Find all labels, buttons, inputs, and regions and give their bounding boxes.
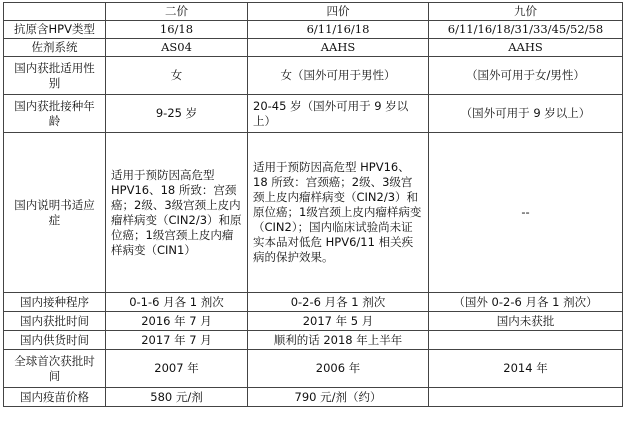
row-label: 抗原含HPV类型: [4, 21, 106, 39]
row-label: 国内接种程序: [4, 293, 106, 312]
cell-quadrivalent: 适用于预防因高危型 HPV16、18 所致：宫颈癌；2级、3级宫颈上皮内瘤样病变（CIN2/3）和原位癌；1级宫颈上皮内瘤样病变（CIN2）；国内临床试验尚未证实本品对低危 HPV6/11 相关疾病的保护效果。: [248, 133, 429, 293]
cell-bivalent: 2007 年: [106, 350, 248, 388]
row-label: 全球首次获批时间: [4, 350, 106, 388]
row-label: 佐剂系统: [4, 39, 106, 57]
row-hpv-types: [4, 21, 623, 39]
cell-nonavalent: AAHS: [429, 39, 623, 57]
cell-nonavalent: （国外 0-2-6 月各 1 剂次）: [429, 293, 623, 312]
cell-nonavalent: 2014 年: [429, 350, 623, 388]
cell-quadrivalent: 2006 年: [248, 350, 429, 388]
row-supply: [4, 331, 623, 350]
cell-nonavalent: （国外可用于 9 岁以上）: [429, 95, 623, 133]
cell-quadrivalent: 6/11/16/18: [248, 21, 429, 39]
header-row: [4, 3, 623, 21]
cell-bivalent: 2016 年 7 月: [106, 312, 248, 331]
header-bivalent: 二价: [106, 3, 248, 21]
corner-cell: [4, 3, 106, 21]
row-sex: [4, 57, 623, 95]
row-price: [4, 388, 623, 407]
row-label: 国内说明书适应症: [4, 133, 106, 293]
cell-quadrivalent: 女（国外可用于男性）: [248, 57, 429, 95]
row-schedule: [4, 293, 623, 312]
cell-bivalent: 2017 年 7 月: [106, 331, 248, 350]
cell-quadrivalent: 2017 年 5 月: [248, 312, 429, 331]
cell-nonavalent: [429, 388, 623, 407]
row-indication: [4, 133, 623, 293]
header-nonavalent: 九价: [429, 3, 623, 21]
cell-bivalent: 9-25 岁: [106, 95, 248, 133]
cell-nonavalent: 6/11/16/18/31/33/45/52/58: [429, 21, 623, 39]
cell-quadrivalent: 0-2-6 月各 1 剂次: [248, 293, 429, 312]
cell-quadrivalent: 790 元/剂（约）: [248, 388, 429, 407]
cell-bivalent: 580 元/剂: [106, 388, 248, 407]
row-label: 国内疫苗价格: [4, 388, 106, 407]
header-quadrivalent: 四价: [248, 3, 429, 21]
row-label: 国内获批接种年龄: [4, 95, 106, 133]
hpv-vaccine-comparison-table: [3, 2, 623, 407]
cell-quadrivalent: 顺利的话 2018 年上半年: [248, 331, 429, 350]
row-age: [4, 95, 623, 133]
cell-bivalent: 女: [106, 57, 248, 95]
cell-bivalent: 适用于预防因高危型 HPV16、18 所致：宫颈癌；2级、3级宫颈上皮内瘤样病变（CIN2/3）和原位癌；1级宫颈上皮内瘤样病变（CIN1）: [106, 133, 248, 293]
row-label: 国内获批时间: [4, 312, 106, 331]
cell-nonavalent: [429, 331, 623, 350]
row-label: 国内获批适用性别: [4, 57, 106, 95]
cell-bivalent: 0-1-6 月各 1 剂次: [106, 293, 248, 312]
row-adjuvant: [4, 39, 623, 57]
cell-bivalent: AS04: [106, 39, 248, 57]
cell-nonavalent: （国外可用于女/男性）: [429, 57, 623, 95]
cell-nonavalent: --: [429, 133, 623, 293]
row-global-first: [4, 350, 623, 388]
cell-quadrivalent: AAHS: [248, 39, 429, 57]
cell-bivalent: 16/18: [106, 21, 248, 39]
row-approval: [4, 312, 623, 331]
row-label: 国内供货时间: [4, 331, 106, 350]
cell-quadrivalent: 20-45 岁（国外可用于 9 岁以上）: [248, 95, 429, 133]
cell-nonavalent: 国内未获批: [429, 312, 623, 331]
